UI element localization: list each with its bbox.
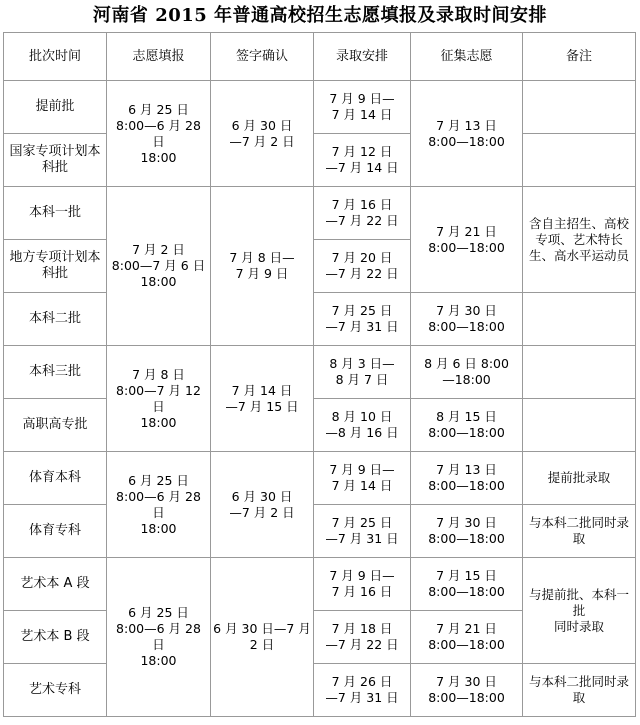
table-row: [4, 558, 636, 611]
header-cell: 志愿填报: [107, 33, 211, 81]
fill-period: 6 月 25 日 8:00—6 月 28 日 18:00: [107, 452, 211, 558]
admission-period: 7 月 20 日 —7 月 22 日: [314, 240, 411, 293]
batch-name: 地方专项计划本科批: [4, 240, 107, 293]
admission-period: 7 月 18 日 —7 月 22 日: [314, 611, 411, 664]
note-cell: [523, 293, 636, 346]
admission-period: 7 月 16 日 —7 月 22 日: [314, 187, 411, 240]
batch-name: 国家专项计划本科批: [4, 134, 107, 187]
supplement-period: 7 月 30 日 8:00—18:00: [411, 293, 523, 346]
admission-period: 8 月 3 日— 8 月 7 日: [314, 346, 411, 399]
supplement-period: 7 月 13 日 8:00—18:00: [411, 452, 523, 505]
header-row: [4, 33, 636, 81]
admission-period: 7 月 9 日— 7 月 14 日: [314, 81, 411, 134]
supplement-period: 7 月 30 日 8:00—18:00: [411, 505, 523, 558]
confirm-period: 6 月 30 日—7 月 2 日: [211, 558, 314, 717]
header-cell: 签字确认: [211, 33, 314, 81]
note-cell: [523, 346, 636, 399]
note-cell: 含自主招生、高校专项、艺术特长生、高水平运动员: [523, 187, 636, 293]
confirm-period: 7 月 8 日— 7 月 9 日: [211, 187, 314, 346]
confirm-period: 6 月 30 日 —7 月 2 日: [211, 452, 314, 558]
table-row: [4, 134, 636, 187]
table-row: [4, 664, 636, 717]
note-cell: 与本科二批同时录取: [523, 505, 636, 558]
table-row: [4, 452, 636, 505]
confirm-period: 7 月 14 日 —7 月 15 日: [211, 346, 314, 452]
page-title: 河南省 2015 年普通高校招生志愿填报及录取时间安排: [92, 5, 548, 26]
header-cell: 批次时间: [4, 33, 107, 81]
supplement-period: 7 月 13 日 8:00—18:00: [411, 81, 523, 187]
batch-name: 艺术专科: [4, 664, 107, 717]
supplement-period: 8 月 6 日 8:00 —18:00: [411, 346, 523, 399]
table-row: [4, 187, 636, 240]
admission-period: 7 月 9 日— 7 月 16 日: [314, 558, 411, 611]
batch-name: 高职高专批: [4, 399, 107, 452]
admission-period: 7 月 25 日 —7 月 31 日: [314, 505, 411, 558]
batch-name: 体育本科: [4, 452, 107, 505]
batch-name: 体育专科: [4, 505, 107, 558]
admission-period: 7 月 26 日 —7 月 31 日: [314, 664, 411, 717]
table-row: [4, 505, 636, 558]
header-cell: 备注: [523, 33, 636, 81]
admission-period: 7 月 9 日— 7 月 14 日: [314, 452, 411, 505]
table-row: [4, 293, 636, 346]
supplement-period: 7 月 30 日 8:00—18:00: [411, 664, 523, 717]
note-cell: [523, 81, 636, 134]
confirm-period: 6 月 30 日 —7 月 2 日: [211, 81, 314, 187]
table-row: [4, 81, 636, 134]
header-cell: 录取安排: [314, 33, 411, 81]
note-cell: [523, 399, 636, 452]
supplement-period: 7 月 21 日 8:00—18:00: [411, 611, 523, 664]
fill-period: 6 月 25 日 8:00—6 月 28 日 18:00: [107, 558, 211, 717]
supplement-period: 8 月 15 日 8:00—18:00: [411, 399, 523, 452]
fill-period: 7 月 8 日 8:00—7 月 12 日 18:00: [107, 346, 211, 452]
batch-name: 艺术本 B 段: [4, 611, 107, 664]
note-cell: 与本科二批同时录取: [523, 664, 636, 717]
admission-period: 7 月 12 日 —7 月 14 日: [314, 134, 411, 187]
table-row: [4, 399, 636, 452]
admission-period: 8 月 10 日 —8 月 16 日: [314, 399, 411, 452]
note-cell: 提前批录取: [523, 452, 636, 505]
batch-name: 艺术本 A 段: [4, 558, 107, 611]
fill-period: 7 月 2 日 8:00—7 月 6 日 18:00: [107, 187, 211, 346]
batch-name: 本科三批: [4, 346, 107, 399]
schedule-table: [3, 32, 636, 717]
header-cell: 征集志愿: [411, 33, 523, 81]
supplement-period: 7 月 15 日 8:00—18:00: [411, 558, 523, 611]
batch-name: 提前批: [4, 81, 107, 134]
fill-period: 6 月 25 日 8:00—6 月 28 日 18:00: [107, 81, 211, 187]
note-cell: [523, 134, 636, 187]
note-cell: 与提前批、本科一批 同时录取: [523, 558, 636, 664]
table-row: [4, 346, 636, 399]
batch-name: 本科一批: [4, 187, 107, 240]
supplement-period: 7 月 21 日 8:00—18:00: [411, 187, 523, 293]
admission-period: 7 月 25 日 —7 月 31 日: [314, 293, 411, 346]
batch-name: 本科二批: [4, 293, 107, 346]
